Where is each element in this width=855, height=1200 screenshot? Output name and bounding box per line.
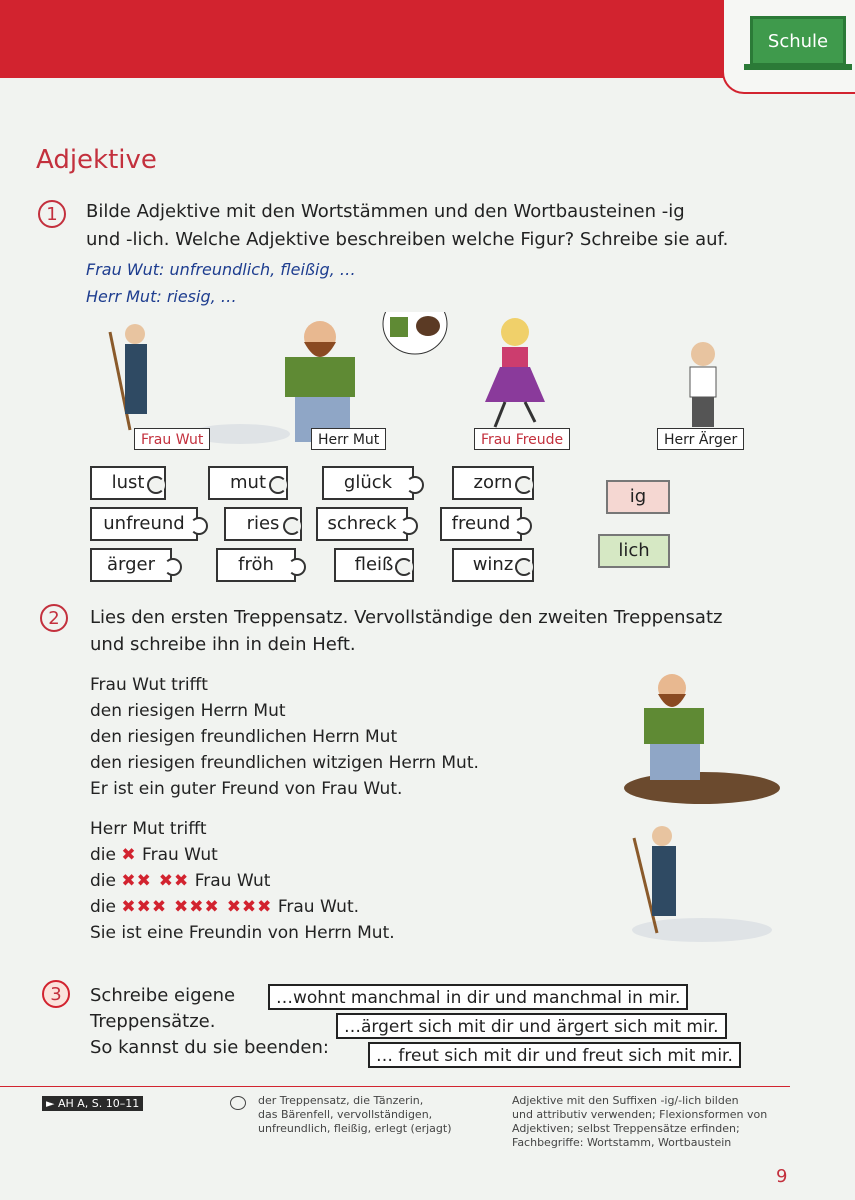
word-stem: winz — [452, 548, 534, 582]
task-number-2: 2 — [40, 604, 68, 632]
task2-illustrations — [612, 668, 782, 948]
frau-wut-illustration — [110, 324, 290, 444]
task3-line1: Schreibe eigene — [90, 985, 236, 1006]
task3-line3: So kannst du sie beenden: — [90, 1037, 329, 1058]
herr-mut-illustration — [285, 312, 447, 442]
stair2-line: Sie ist eine Freundin von Herrn Mut. — [90, 923, 395, 943]
suffix-lich: lich — [598, 534, 670, 568]
chapter-label: Schule — [767, 30, 829, 52]
stair1-line: den riesigen Herrn Mut — [90, 701, 286, 721]
footer-divider — [0, 1086, 790, 1087]
stair2-line: Herr Mut trifft — [90, 819, 207, 839]
stair2-line: die ✖✖✖ ✖✖✖ ✖✖✖ Frau Wut. — [90, 897, 360, 917]
chalkboard-ledge — [744, 64, 852, 70]
task-number-3: 3 — [42, 980, 70, 1008]
vocabulary-note: der Treppensatz, die Tänzerin, das Bärenfell, vervollständigen, unfreundlich, fleißig, erlegt (erjagt) — [258, 1094, 452, 1135]
header-bar — [0, 0, 735, 78]
word-stem: ries — [224, 507, 302, 541]
word-stem: lust — [90, 466, 166, 500]
workbook-reference: ► AH A, S. 10–11 — [42, 1096, 143, 1111]
sentence-ending-box: … freut sich mit dir und freut sich mit mir. — [368, 1042, 741, 1068]
herr-aerger-illustration — [690, 342, 716, 427]
gap-marker: ✖✖✖ ✖✖✖ ✖✖✖ — [121, 897, 273, 917]
task-number-1: 1 — [38, 200, 66, 228]
frau-freude-illustration — [485, 318, 545, 427]
chalkboard-icon — [750, 16, 846, 66]
learning-goals-note: Adjektive mit den Suffixen -ig/-lich bilden und attributiv verwenden; Flexionsformen von Adjektiven; selbst Treppensätze erfinden; Fachbegriffe: Wortstamm, Wortbaustein — [512, 1094, 768, 1149]
stair1-line: den riesigen freundlichen Herrn Mut — [90, 727, 398, 747]
stair1-line: den riesigen freundlichen witzigen Herrn Mut. — [90, 753, 479, 773]
page-number: 9 — [776, 1166, 788, 1187]
task1-example-1: Frau Wut: unfreundlich, fleißig, … — [86, 260, 356, 279]
gap-marker: ✖✖ ✖✖ — [121, 871, 190, 891]
task2-line1: Lies den ersten Treppensatz. Vervollständige den zweiten Treppensatz — [90, 607, 723, 628]
speech-bubble-icon — [230, 1096, 246, 1110]
sentence-ending-box: …ärgert sich mit dir und ärgert sich mit mir. — [336, 1013, 727, 1039]
task2-line2: und schreibe ihn in dein Heft. — [90, 634, 356, 655]
figure-label-herr-aerger: Herr Ärger — [657, 428, 744, 450]
word-stem: schreck — [316, 507, 408, 541]
task1-example-2: Herr Mut: riesig, … — [86, 287, 237, 306]
stair1-line: Er ist ein guter Freund von Frau Wut. — [90, 779, 403, 799]
word-stem: fleiß — [334, 548, 414, 582]
task3-line2: Treppensätze. — [90, 1011, 216, 1032]
stair1-line: Frau Wut trifft — [90, 675, 208, 695]
suffix-ig: ig — [606, 480, 670, 514]
gap-marker: ✖ — [121, 845, 137, 865]
word-stem: glück — [322, 466, 414, 500]
page-title: Adjektive — [36, 145, 157, 175]
task1-line1: Bilde Adjektive mit den Wortstämmen und den Wortbausteinen -ig — [86, 201, 685, 222]
figure-label-frau-wut: Frau Wut — [134, 428, 210, 450]
herr-mut-bearskin-illustration — [624, 674, 780, 804]
word-stem: fröh — [216, 548, 296, 582]
task1-line2: und -lich. Welche Adjektive beschreiben welche Figur? Schreibe sie auf. — [86, 229, 729, 250]
stair2-line: die ✖✖ ✖✖ Frau Wut — [90, 871, 271, 891]
word-stem: unfreund — [90, 507, 198, 541]
frau-wut-sweeping-illustration — [632, 826, 772, 942]
figure-label-herr-mut: Herr Mut — [311, 428, 386, 450]
word-stem: mut — [208, 466, 288, 500]
sentence-ending-box: …wohnt manchmal in dir und manchmal in mir. — [268, 984, 688, 1010]
word-stem: ärger — [90, 548, 172, 582]
stair2-line: die ✖ Frau Wut — [90, 845, 218, 865]
word-stem: freund — [440, 507, 522, 541]
figure-label-frau-freude: Frau Freude — [474, 428, 570, 450]
word-stem: zorn — [452, 466, 534, 500]
